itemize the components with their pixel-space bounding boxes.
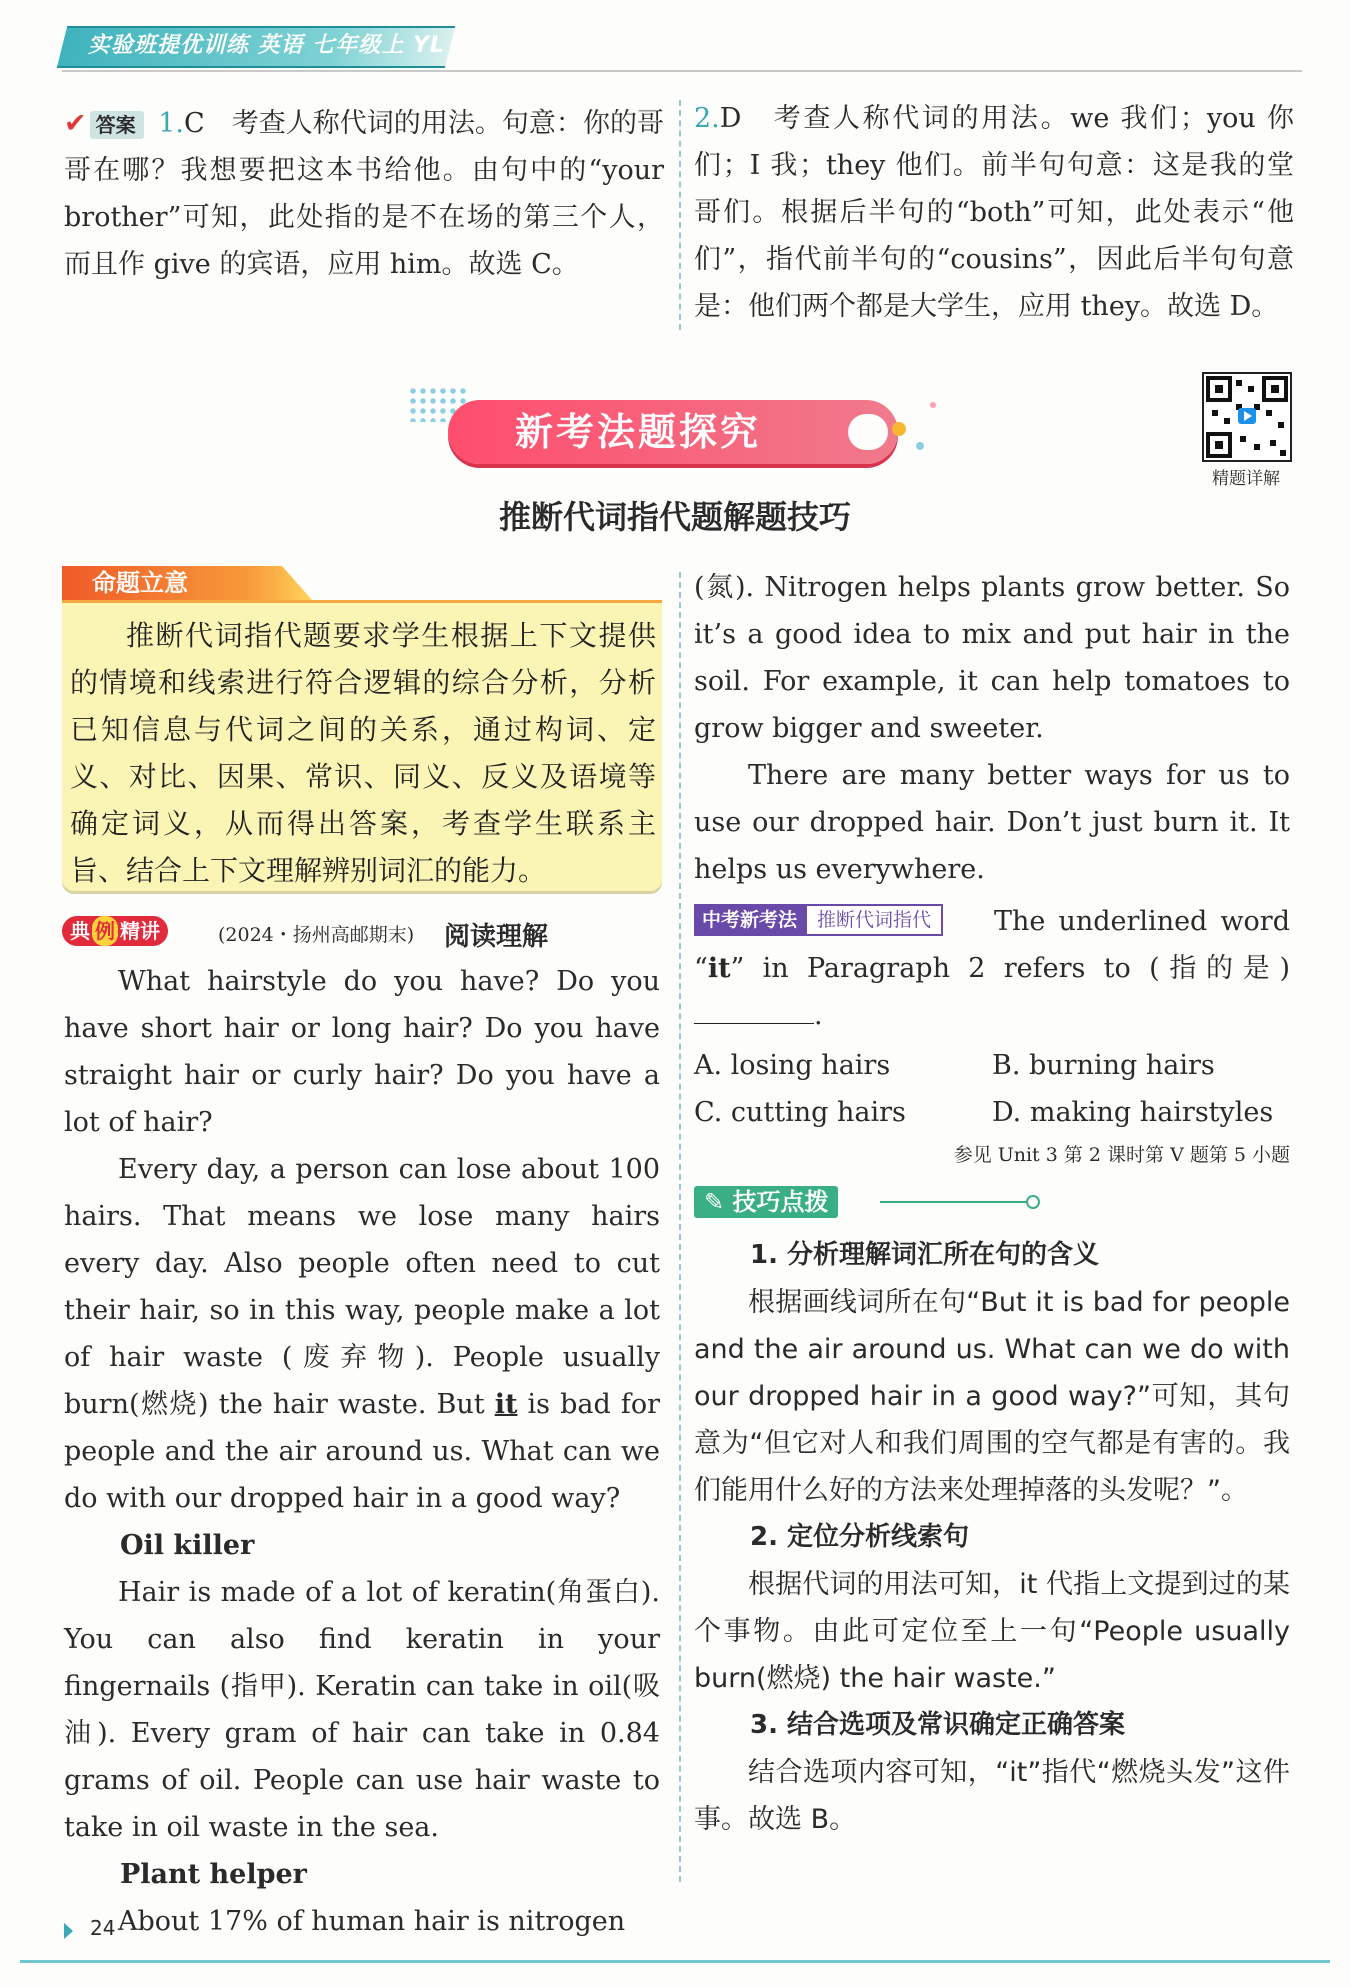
tips-label-text: 技巧点拨 bbox=[732, 1188, 829, 1216]
passage-right bbox=[694, 564, 1290, 893]
banner-tail bbox=[848, 414, 888, 450]
passage-text: Every day, a person can lose about 100 hairs. That means we lose many hairs every day. Also people often need to cut their hair, so in this way, people make a lot of hair waste (废弃物). People usually burn(燃烧) the hair waste. But bbox=[64, 1154, 660, 1420]
check-icon: ✔ bbox=[64, 108, 87, 139]
tips-dot bbox=[1026, 1195, 1040, 1209]
banner-dot bbox=[930, 402, 936, 408]
answer-1 bbox=[64, 100, 664, 288]
example-tag-part: 精讲 bbox=[120, 919, 160, 943]
tip-heading: 1. 分析理解词汇所在句的含义 bbox=[750, 1240, 1100, 1270]
option-b[interactable]: B. burning hairs bbox=[992, 1050, 1215, 1081]
passage-paragraph: There are many better ways for us to use our dropped hair. Don’t just burn it. It helps us everywhere. bbox=[694, 760, 1290, 885]
answer-1-text: C 考查人称代词的用法。句意：你的哥哥在哪？我想要把这本书给他。由句中的“your brother”可知，此处指的是不在场的第三个人，而且作 give 的宾语，应用 him。故选 C。 bbox=[64, 108, 664, 280]
passage-paragraph: (氮). Nitrogen helps plants grow better. So it’s a good idea to mix and put hair in the soil. For example, it can help tomatoes to grow bigger and sweeter. bbox=[694, 572, 1290, 744]
passage-text: is bad for people and the air around us. What can we do with our dropped hair in a good way? bbox=[64, 1389, 660, 1514]
passage-subheading: Plant helper bbox=[120, 1859, 307, 1890]
tips-label bbox=[694, 1186, 838, 1218]
tip-text: 根据代词的用法可知，it 代指上文提到过的某个事物。由此可定位至上一句“People usually burn(燃烧) the hair waste.” bbox=[694, 1569, 1290, 1694]
question-tag-type: 推断代词指代 bbox=[805, 904, 943, 936]
underlined-word: it bbox=[494, 1389, 518, 1420]
passage-paragraph: Hair is made of a lot of keratin(角蛋白). You can also find keratin in your fingernails (指甲). Keratin can take in oil(吸油). Every gram of hair can take in 0.84 grams of oil. People can use hair waste to take in oil waste in the sea. bbox=[64, 1577, 660, 1843]
answer-2 bbox=[694, 95, 1294, 330]
column-divider bbox=[679, 572, 681, 1882]
banner-dot bbox=[892, 422, 906, 436]
question-word: it bbox=[707, 953, 731, 984]
page-arrow-icon bbox=[64, 1923, 73, 1939]
tip-text: 结合选项内容可知，“it”指代“燃烧头发”这件事。故选 B。 bbox=[694, 1757, 1290, 1835]
question-tag-label: 中考新考法 bbox=[694, 904, 805, 936]
passage-subheading: Oil killer bbox=[120, 1530, 255, 1561]
passage-paragraph bbox=[64, 1146, 660, 1522]
question-part: . bbox=[814, 1000, 823, 1031]
example-tag-part: 典 bbox=[70, 919, 90, 943]
answer-blank[interactable] bbox=[694, 997, 814, 1024]
banner-dot bbox=[916, 442, 924, 450]
header-rule bbox=[62, 70, 1302, 72]
example-tag-label bbox=[62, 916, 168, 946]
question-part: The underlined word “ bbox=[694, 906, 1290, 984]
passage-paragraph: About 17% of human hair is nitrogen bbox=[118, 1906, 626, 1937]
example-tag bbox=[62, 916, 168, 946]
answer-2-number: 2. bbox=[694, 103, 720, 134]
example-tag-part: 例 bbox=[92, 916, 118, 946]
tip-text: 根据画线词所在句“But it is bad for people and the air around us. What can we do with our dropped hair in a good way?”可知，其句意为“但它对人和我们周围的空气都是有害的。我们能用什么好的方法来处理掉落的头发呢？”。 bbox=[694, 1287, 1290, 1506]
answer-divider bbox=[679, 100, 681, 330]
option-a[interactable]: A. losing hairs bbox=[694, 1050, 891, 1081]
passage-paragraph: What hairstyle do you have? Do you have short hair or long hair? Do you have straight hair or curly hair? Do you have a lot of hair? bbox=[64, 966, 660, 1138]
qr-label: 精题详解 bbox=[1212, 469, 1280, 489]
option-d[interactable]: D. making hairstyles bbox=[992, 1097, 1274, 1128]
question-part: ” in Paragraph 2 refers to (指的是) bbox=[730, 953, 1290, 984]
header-title: 实验班提优训练 英语 七年级上 YL bbox=[88, 33, 445, 58]
reference-note: 参见 Unit 3 第 2 课时第 V 题第 5 小题 bbox=[953, 1144, 1290, 1166]
intent-label: 命题立意 bbox=[92, 569, 188, 597]
section-subtitle: 推断代词指代题解题技巧 bbox=[498, 498, 851, 536]
tip-heading: 2. 定位分析线索句 bbox=[750, 1522, 970, 1552]
qr-code[interactable] bbox=[1202, 372, 1292, 462]
option-c[interactable]: C. cutting hairs bbox=[694, 1097, 906, 1128]
answer-badge: 答案 bbox=[90, 111, 144, 139]
pencil-icon: ✎ bbox=[704, 1188, 733, 1216]
footer-rule bbox=[20, 1960, 1330, 1963]
tips-tag bbox=[694, 1186, 838, 1218]
question-tag bbox=[694, 904, 943, 936]
example-source: (2024・扬州高邮期末) bbox=[218, 924, 415, 946]
example-type: 阅读理解 bbox=[444, 922, 549, 952]
passage-left bbox=[64, 958, 660, 1945]
tips-rule bbox=[880, 1201, 1030, 1203]
intent-text: 推断代词指代题要求学生根据上下文提供的情境和线索进行符合逻辑的综合分析，分析已知信息与代词之间的关系，通过构词、定义、对比、因果、常识、同义、反义及语境等确定词义，从而得出答案，考查学生联系主旨、结合上下文理解辨别词汇的能力。 bbox=[70, 619, 656, 887]
tip-heading: 3. 结合选项及常识确定正确答案 bbox=[750, 1710, 1126, 1740]
section-title: 新考法题探究 bbox=[514, 410, 761, 454]
answer-1-number: 1. bbox=[158, 108, 184, 139]
page-number: 24 bbox=[90, 1916, 116, 1940]
tips-body bbox=[694, 1232, 1290, 1843]
answer-2-text: D 考查人称代词的用法。we 我们；you 你们；I 我；they 他们。前半句句意：这是我的堂哥们。根据后半句的“both”可知，此处表示“他们”，指代前半句的“cousins”，因此后半句句意是：他们两个都是大学生，应用 they。故选 D。 bbox=[694, 103, 1294, 322]
